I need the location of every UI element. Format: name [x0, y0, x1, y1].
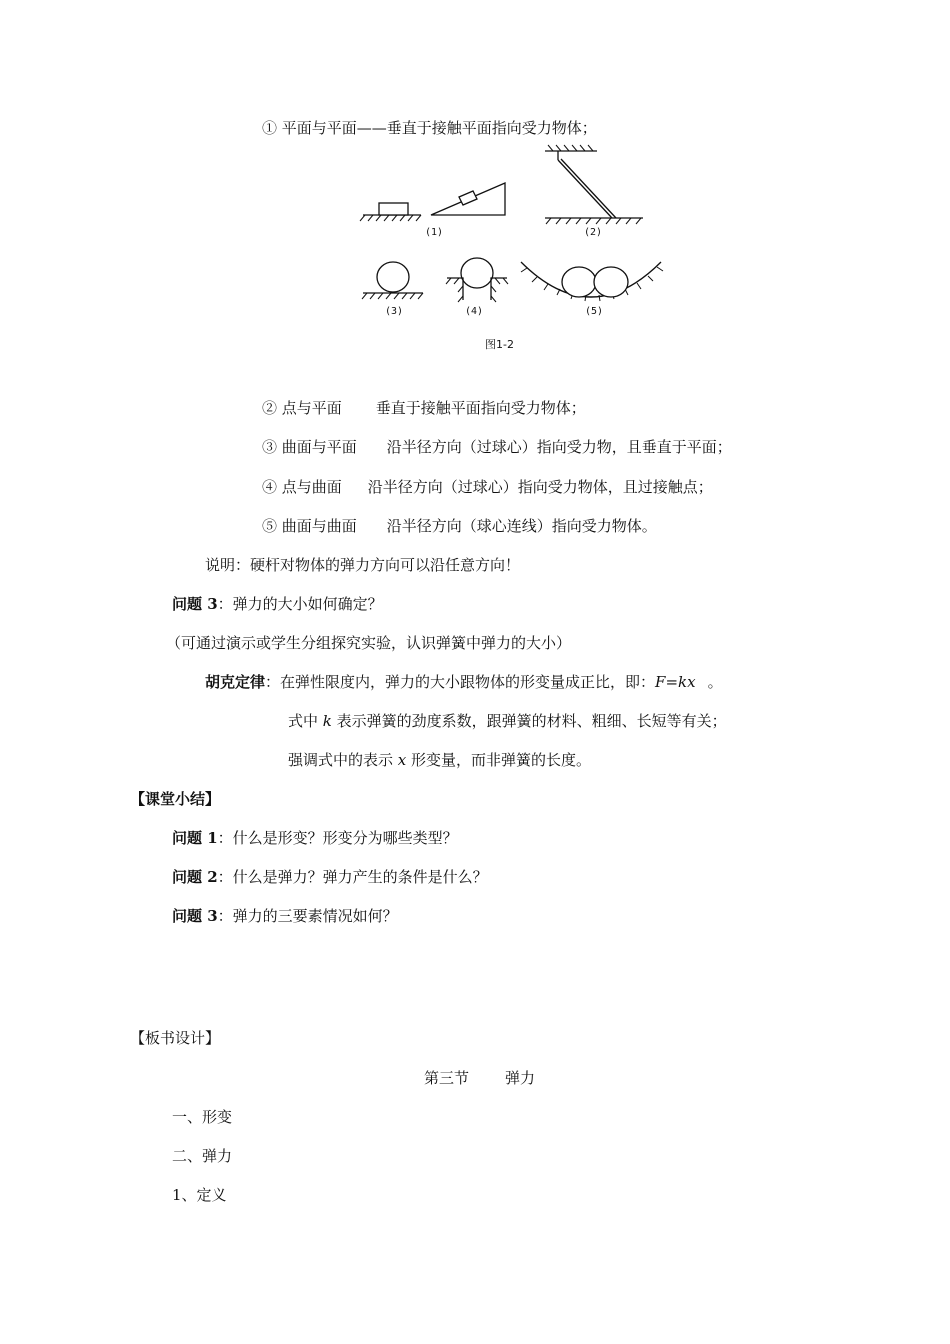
note-line: 说明：硬杆对物体的弹力方向可以沿任意方向！: [205, 556, 521, 574]
fig1-block-on-incline: [431, 183, 505, 215]
summary-item-3: [172, 906, 398, 926]
hooke-k-var: k: [322, 712, 332, 730]
fig-label-5: (5): [585, 306, 604, 317]
board-item-2: 二、弹力: [172, 1147, 233, 1165]
hooke-x-line: [288, 750, 591, 770]
board-heading: 【板书设计】: [130, 1029, 221, 1047]
fig-label-3: (3): [385, 306, 404, 317]
fig5-balls-in-bowl: [521, 262, 663, 301]
hooke-x-var: x: [397, 751, 407, 769]
question-3-line: [172, 594, 383, 614]
fig-label-4: (4): [465, 306, 484, 317]
case-2: [262, 398, 586, 418]
fig4-ball-on-edges: [446, 258, 508, 302]
fig2-rod: [545, 145, 643, 224]
summary-item-2-text: ：什么是弹力？弹力产生的条件是什么？: [217, 868, 488, 886]
fig-label-2: (2): [584, 227, 603, 238]
summary-heading: 【课堂小结】: [130, 790, 221, 808]
case-3: [262, 437, 732, 457]
case-5: [262, 516, 657, 536]
case-5-text: 沿半径方向（球心连线）指向受力物体。: [386, 517, 657, 535]
case-4: [262, 477, 713, 497]
hooke-formula: F=kx: [655, 673, 696, 691]
hooke-end: 。: [707, 673, 723, 691]
figure-1-2: [355, 140, 675, 355]
summary-item-2-label: 问题 2: [172, 868, 218, 886]
board-title-topic: 弹力: [505, 1069, 536, 1087]
hooke-k-line: [288, 711, 727, 731]
case-4-head: ④ 点与曲面: [262, 478, 342, 496]
fig1-block-on-plane: [360, 203, 421, 221]
hooke-k-pre: 式中: [288, 712, 323, 730]
summary-item-3-label: 问题 3: [172, 907, 218, 925]
question-3-label: 问题 3: [172, 595, 218, 613]
experiment-line: （可通过演示或学生分组探究实验，认识弹簧中弹力的大小）: [166, 634, 572, 652]
hooke-k-post: 表示弹簧的劲度系数，跟弹簧的材料、粗细、长短等有关；: [331, 712, 727, 730]
fig-label-1: (1): [425, 227, 444, 238]
case-3-head: ③ 曲面与平面: [262, 438, 357, 456]
board-item-1: 一、形变: [172, 1108, 233, 1126]
summary-item-1: [172, 828, 458, 848]
question-3-text: ：弹力的大小如何确定？: [217, 595, 383, 613]
case-2-text: 垂直于接触平面指向受力物体；: [375, 399, 586, 417]
hooke-text: ：在弹性限度内，弹力的大小跟物体的形变量成正比，即：: [265, 673, 656, 691]
case-3-text: 沿半径方向（过球心）指向受力物，且垂直于平面；: [386, 438, 732, 456]
board-item-3: 1、定义: [172, 1186, 227, 1204]
fig3-ball-on-plane: [362, 262, 423, 299]
figure-caption: 图1-2: [485, 338, 514, 351]
board-title-section: 第三节: [424, 1069, 470, 1087]
hooke-x-post: 形变量，而非弹簧的长度。: [406, 751, 592, 769]
summary-item-1-label: 问题 1: [172, 829, 218, 847]
case-2-head: ② 点与平面: [262, 399, 342, 417]
board-title: [424, 1068, 535, 1088]
intro-line: ① 平面与平面——垂直于接触平面指向受力物体；: [262, 119, 597, 137]
summary-item-1-text: ：什么是形变？形变分为哪些类型？: [217, 829, 458, 847]
summary-item-3-text: ：弹力的三要素情况如何？: [217, 907, 398, 925]
hooke-label: 胡克定律: [205, 673, 266, 691]
hooke-law-line: [205, 672, 723, 692]
hooke-x-pre: 强调式中的表示: [288, 751, 398, 769]
case-5-head: ⑤ 曲面与曲面: [262, 517, 357, 535]
summary-item-2: [172, 867, 488, 887]
case-4-text: 沿半径方向（过球心）指向受力物体，且过接触点；: [367, 478, 713, 496]
